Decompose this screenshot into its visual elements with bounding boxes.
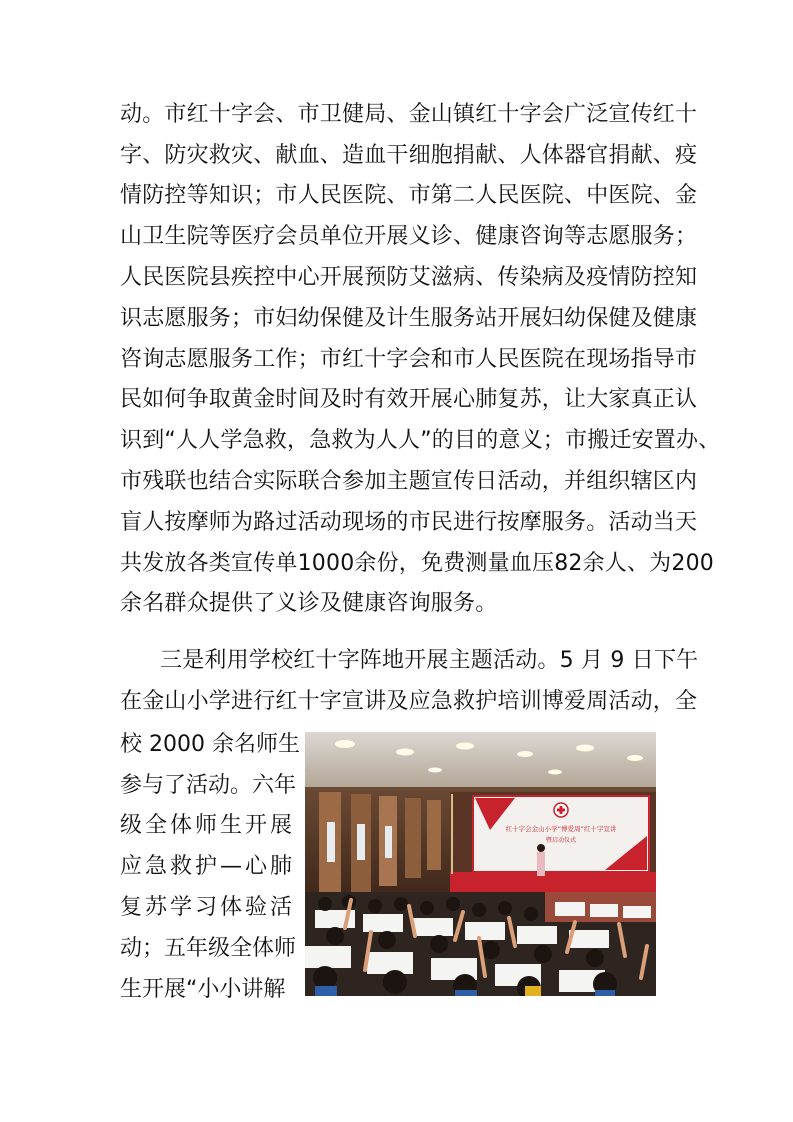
presenter: [537, 852, 545, 876]
paragraph-1-line-2: 字、防灾救灾、献血、造血干细胞捐献、人体器官捐献、疫: [120, 143, 698, 168]
paragraph-1-line-4: 山卫生院等医疗会员单位开展义诊、健康咨询等志愿服务；: [120, 224, 698, 249]
paragraph-1-line-6: 识志愿服务；市妇幼保健及计生服务站开展妇幼保健及健康: [120, 306, 698, 331]
paragraph-2-line-2: 在金山小学进行红十字宣讲及应急救护培训博爱周活动，全: [120, 689, 698, 714]
paragraph-1-line-13: 余名群众提供了义诊及健康咨询服务。: [120, 591, 498, 616]
side-line-2: 参与了活动。六年: [120, 773, 297, 798]
paragraph-1-line-8: 民如何争取黄金时间及时有效开展心肺复苏，让大家真正认: [120, 387, 698, 412]
paragraph-1-line-3: 情防控等知识；市人民医院、市第二人民医院、中医院、金: [120, 183, 698, 208]
paragraph-1-line-11: 盲人按摩师为路过活动现场的市民进行按摩服务。活动当天: [120, 510, 698, 535]
paragraph-1-line-5: 人民医院县疾控中心开展预防艾滋病、传染病及疫情防控知: [120, 265, 698, 290]
paragraph-1-line-10: 市残联也结合实际联合参加主题宣传日活动，并组织辖区内: [120, 469, 698, 494]
side-line-5: 复苏学习体验活: [120, 895, 292, 920]
side-line-1: 校 2000 余名师生: [120, 732, 300, 757]
side-line-7: 生开展“小小讲解: [120, 977, 286, 1002]
paragraph-2-line-1: 三是利用学校红十字阵地开展主题活动。5 月 9 日下午: [160, 648, 699, 673]
event-photo: [305, 732, 656, 996]
side-line-6: 动；五年级全体师: [120, 936, 297, 961]
screen-caption-line-1: 红十字会金山小学“博爱周”红十字宣讲: [505, 825, 617, 833]
paragraph-1-line-7: 咨询志愿服务工作；市红十字会和市人民医院在现场指导市: [120, 347, 698, 372]
side-line-4: 应急救护—心肺: [120, 854, 292, 879]
paragraph-1-line-12: 共发放各类宣传单1000余份，免费测量血压82余人、为200: [120, 551, 714, 576]
screen-caption-line-2: 暨启动仪式: [545, 837, 577, 844]
paragraph-1-line-9: 识到“人人学急救，急救为人人”的目的意义；市搬迁安置办、: [120, 428, 721, 453]
side-line-3: 级全体师生开展: [120, 813, 292, 838]
paragraph-1-line-1: 动。市红十字会、市卫健局、金山镇红十字会广泛宣传红十: [120, 102, 698, 127]
